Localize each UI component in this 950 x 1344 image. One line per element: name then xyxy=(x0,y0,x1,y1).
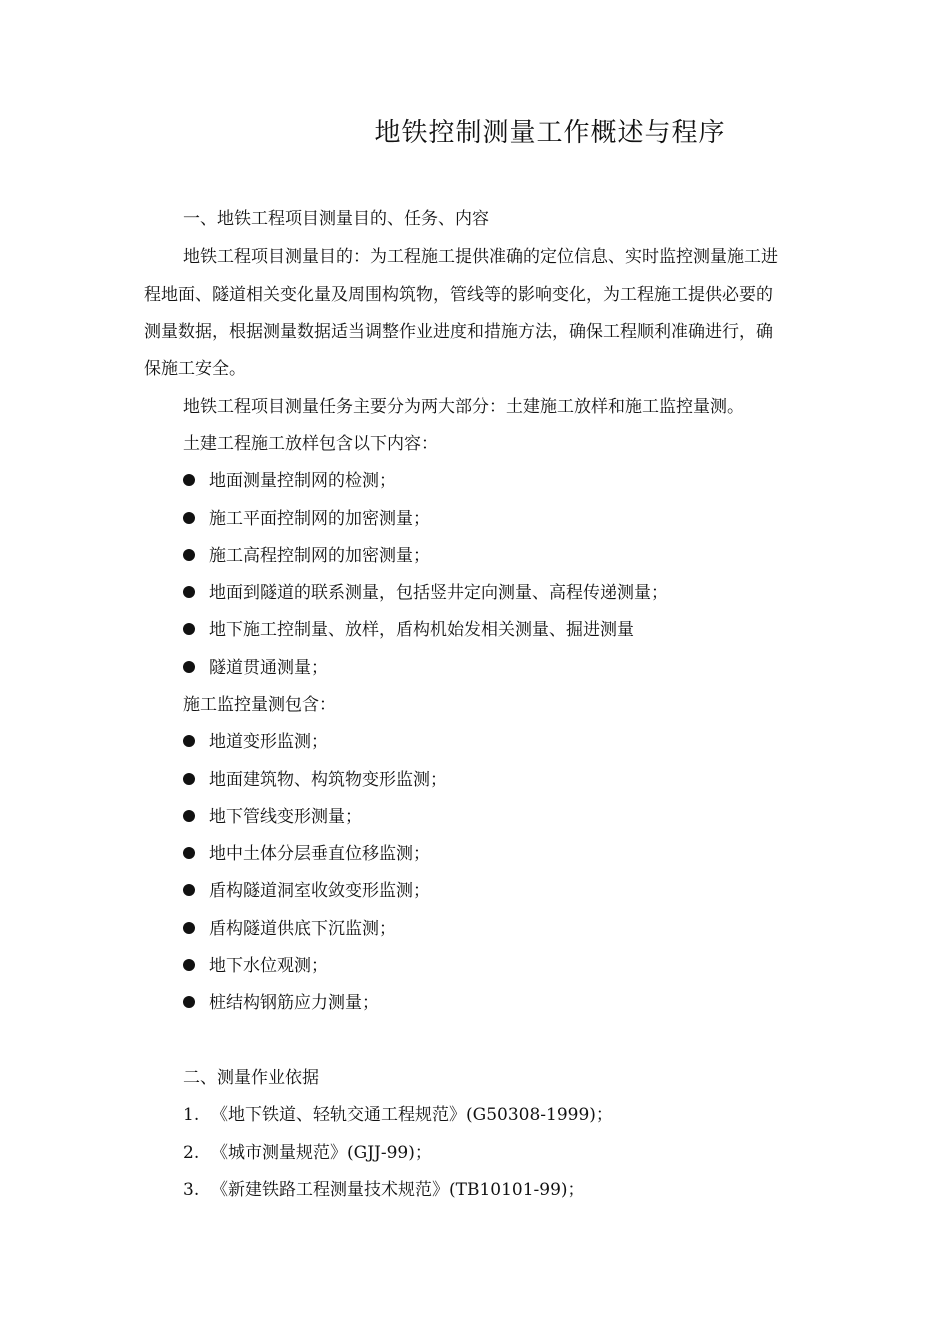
bullet-dot-icon xyxy=(183,735,195,747)
bullet-dot-icon xyxy=(183,661,195,673)
list-item-text: 地面测量控制网的检测； xyxy=(209,471,396,491)
list-item xyxy=(183,806,362,828)
monitor-intro: 施工监控量测包含： xyxy=(183,695,336,715)
list-item xyxy=(183,880,430,902)
purpose-line-3: 测量数据，根据测量数据适当调整作业进度和措施方法，确保工程顺利准确进行，确 xyxy=(144,322,773,342)
section1-heading: 一、地铁工程项目测量目的、任务、内容 xyxy=(183,209,489,229)
bullet-dot-icon xyxy=(183,586,195,598)
reference-text: 《地下铁道、轻轨交通工程规范》(G50308-1999)； xyxy=(211,1105,613,1125)
bullet-dot-icon xyxy=(183,773,195,785)
list-item-text: 地道变形监测； xyxy=(209,732,328,752)
purpose-line-2: 程地面、隧道相关变化量及周围构筑物，管线等的影响变化，为工程施工提供必要的 xyxy=(144,285,773,305)
bullet-dot-icon xyxy=(183,549,195,561)
bullet-dot-icon xyxy=(183,996,195,1008)
section2-heading: 二、测量作业依据 xyxy=(183,1068,319,1088)
reference-text: 《城市测量规范》(GJJ-99)； xyxy=(211,1143,432,1163)
list-item xyxy=(183,843,430,865)
purpose-line-4: 保施工安全。 xyxy=(144,359,246,379)
reference-text: 《新建铁路工程测量技术规范》(TB10101-99)； xyxy=(211,1180,585,1200)
list-item xyxy=(183,657,328,679)
bullet-dot-icon xyxy=(183,512,195,524)
list-item-text: 施工平面控制网的加密测量； xyxy=(209,509,430,529)
bullet-dot-icon xyxy=(183,810,195,822)
layout-intro: 土建工程施工放样包含以下内容： xyxy=(183,434,438,454)
list-item xyxy=(183,918,396,940)
reference-item xyxy=(183,1179,585,1201)
list-item-text: 地下施工控制量、放样，盾构机始发相关测量、掘进测量 xyxy=(209,620,634,640)
list-item xyxy=(183,545,430,567)
list-item-text: 地中土体分层垂直位移监测； xyxy=(209,844,430,864)
bullet-dot-icon xyxy=(183,623,195,635)
reference-number: 2. xyxy=(183,1143,200,1163)
list-item xyxy=(183,508,430,530)
list-item xyxy=(183,619,634,641)
reference-number: 3. xyxy=(183,1180,200,1200)
list-item-text: 盾构隧道供底下沉监测； xyxy=(209,919,396,939)
bullet-dot-icon xyxy=(183,474,195,486)
list-item-text: 施工高程控制网的加密测量； xyxy=(209,546,430,566)
bullet-dot-icon xyxy=(183,884,195,896)
list-item xyxy=(183,992,379,1014)
tasks-paragraph: 地铁工程项目测量任务主要分为两大部分：土建施工放样和施工监控量测。 xyxy=(183,397,744,417)
list-item-text: 地下水位观测； xyxy=(209,956,328,976)
reference-item xyxy=(183,1142,432,1164)
list-item-text: 桩结构钢筋应力测量； xyxy=(209,993,379,1013)
reference-number: 1. xyxy=(183,1105,200,1125)
bullet-dot-icon xyxy=(183,959,195,971)
bullet-dot-icon xyxy=(183,847,195,859)
list-item-text: 隧道贯通测量； xyxy=(209,658,328,678)
list-item-text: 地面建筑物、构筑物变形监测； xyxy=(209,770,447,790)
list-item xyxy=(183,955,328,977)
list-item xyxy=(183,470,396,492)
list-item-text: 地面到隧道的联系测量，包括竖井定向测量、高程传递测量； xyxy=(209,583,668,603)
list-item-text: 盾构隧道洞室收敛变形监测； xyxy=(209,881,430,901)
purpose-line-1: 地铁工程项目测量目的：为工程施工提供准确的定位信息、实时监控测量施工进 xyxy=(183,247,778,267)
page-title: 地铁控制测量工作概述与程序 xyxy=(374,118,726,148)
list-item-text: 地下管线变形测量； xyxy=(209,807,362,827)
list-item xyxy=(183,731,328,753)
reference-item xyxy=(183,1104,613,1126)
bullet-dot-icon xyxy=(183,922,195,934)
list-item xyxy=(183,582,668,604)
list-item xyxy=(183,769,447,791)
